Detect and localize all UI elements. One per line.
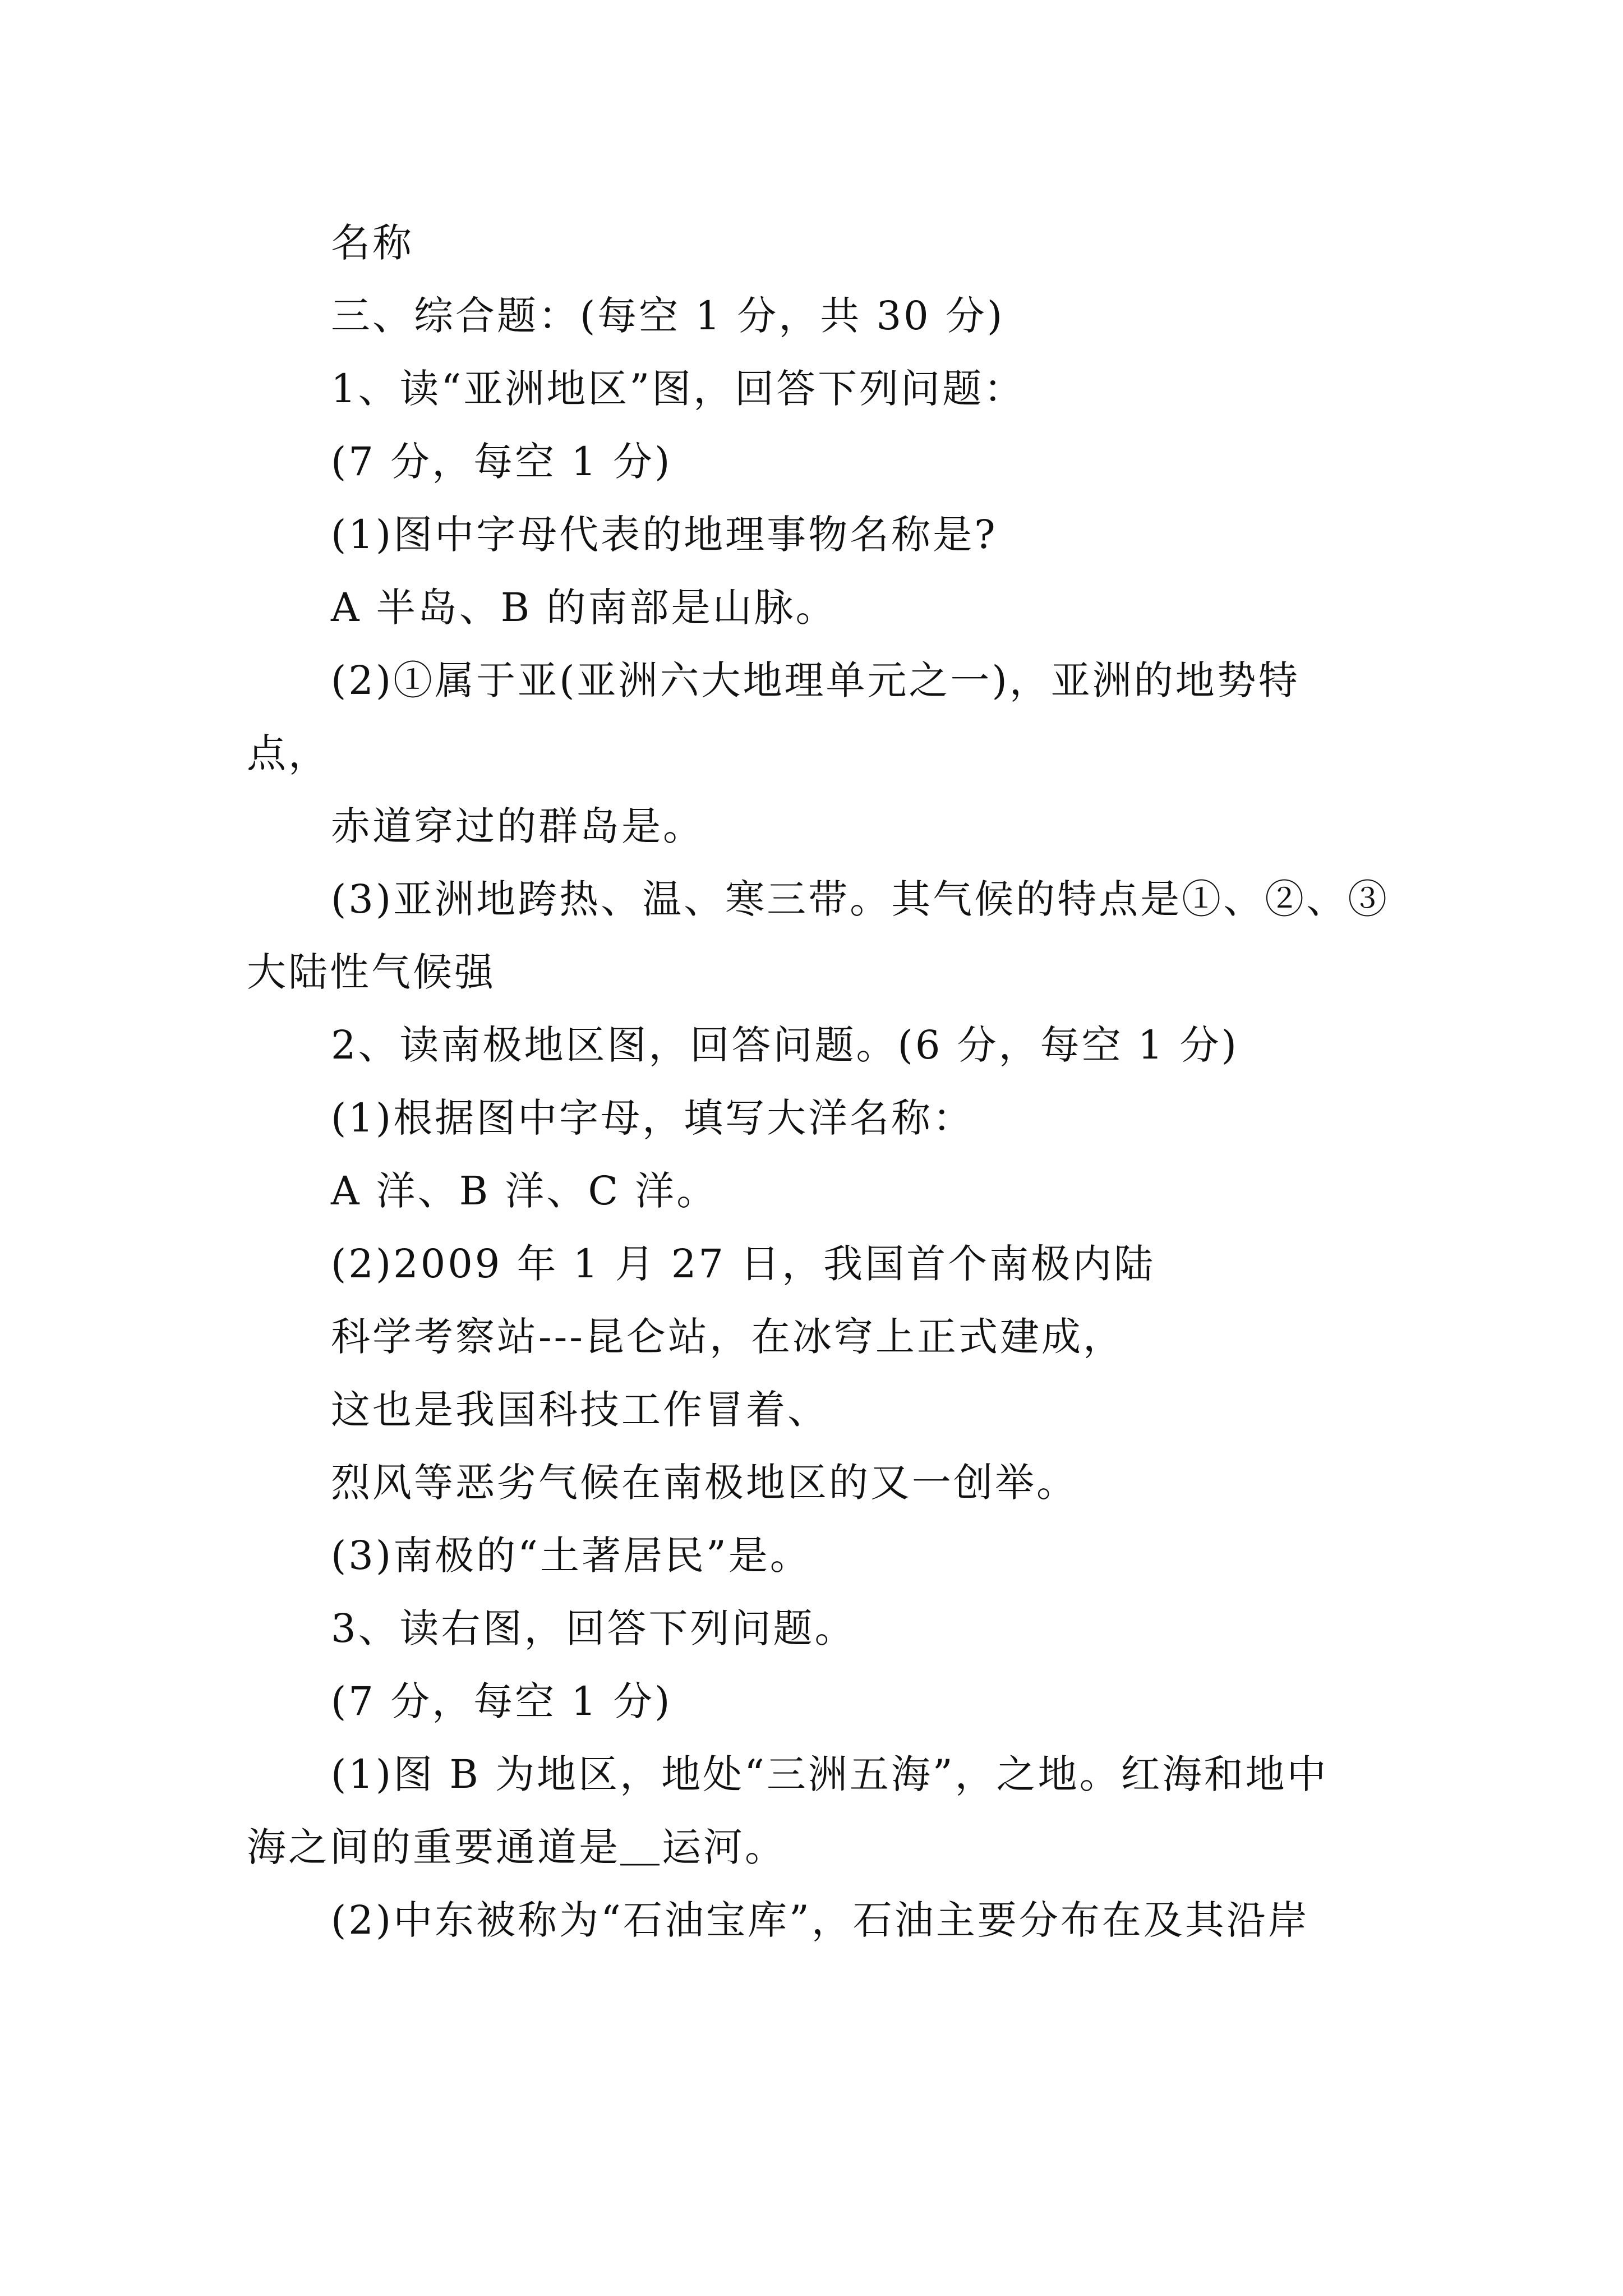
text-line: 烈风等恶劣气候在南极地区的又一创举。 (331, 1460, 1078, 1506)
question-heading: 1、读“亚洲地区”图，回答下列问题： (331, 366, 1026, 412)
section-heading: 三、综合题：(每空 1 分，共 30 分) (331, 293, 1005, 339)
text-line: 这也是我国科技工作冒着、 (331, 1387, 829, 1433)
text-line: (1)根据图中字母，填写大洋名称： (331, 1095, 975, 1141)
question-heading: 3、读右图，回答下列问题。 (331, 1605, 856, 1651)
text-line: (7 分，每空 1 分) (331, 1678, 672, 1724)
text-line: 大陆性气候强 (247, 949, 496, 995)
text-line: 点， (247, 730, 330, 776)
text-line: A 半岛、B 的南部是山脉。 (331, 585, 837, 631)
question-heading: 2、读南极地区图，回答问题。(6 分，每空 1 分) (331, 1022, 1239, 1068)
text-line: (2)①属于亚(亚洲六大地理单元之一)，亚洲的地势特 (331, 657, 1300, 703)
text-line: (1)图 B 为地区，地处“三洲五海”，之地。红海和地中 (331, 1751, 1329, 1797)
text-line: 海之间的重要通道是＿运河。 (247, 1824, 786, 1870)
text-line: (2)2009 年 1 月 27 日，我国首个南极内陆 (331, 1241, 1156, 1287)
text-line: 科学考察站---昆仑站，在冰穹上正式建成， (331, 1314, 1124, 1360)
text-line: (1)图中字母代表的地理事物名称是? (331, 512, 998, 558)
text-line: (3)南极的“土著居民”是。 (331, 1533, 811, 1579)
text-line: (3)亚洲地跨热、温、寒三带。其气候的特点是①、②、③ (331, 876, 1390, 922)
text-line: 赤道穿过的群岛是。 (331, 803, 704, 849)
text-line: A 洋、B 洋、C 洋。 (331, 1168, 718, 1214)
text-line: (7 分，每空 1 分) (331, 439, 672, 485)
text-line: (2)中东被称为“石油宝库”，石油主要分布在及其沿岸 (331, 1897, 1310, 1943)
text-line: 名称 (331, 220, 414, 266)
